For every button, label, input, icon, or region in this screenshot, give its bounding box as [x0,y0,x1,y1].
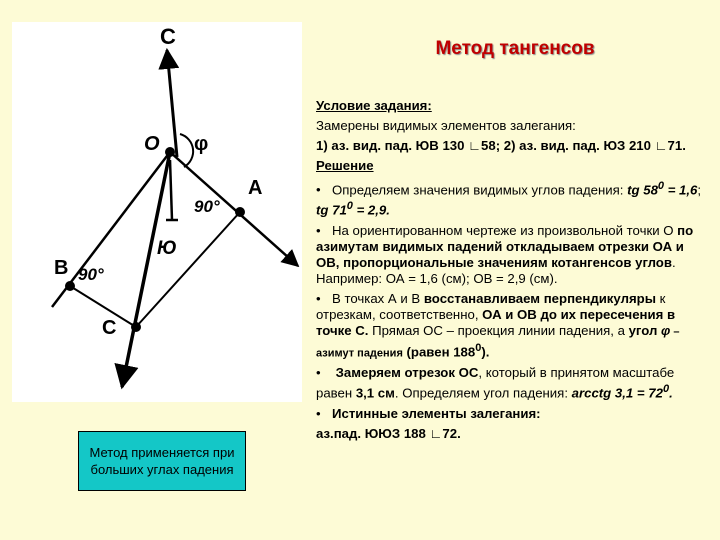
south-line [170,160,172,220]
condition-heading: Условие задания: [316,98,432,113]
diagram [12,22,302,402]
point-c-dot [131,322,141,332]
angle-phi-label: φ [194,133,209,155]
segment-oa [170,152,298,266]
result-line: аз.пад. ЮЮЗ 188 ∟72. [316,425,461,441]
perpendicular-a [136,212,240,327]
content [316,98,708,446]
point-b-label: В [54,257,69,279]
point-o-label: О [144,133,160,155]
point-c-label: С [102,317,117,339]
method-note-text: Метод применяется при больших углах падения [89,445,235,477]
right-angle-b-label: 90° [78,265,104,284]
solution-heading: Решение [316,158,374,173]
south-label: Ю [157,238,177,259]
bullet-1: • Определяем значения видимых углов падения: tg $58^0 = 1,6$; tg $71^0 = 2,9$. [316,180,702,218]
right-angle-a-label: 90° [194,197,220,216]
north-label: С [160,24,176,49]
slide-title: Метод тангенсов [435,38,595,59]
condition-line2: 1) аз. вид. пад. ЮВ 130 ∟58; 2) аз. вид. пад. ЮЗ 210 ∟71. [316,138,686,153]
north-arrow [167,50,177,157]
point-a-dot [235,207,245,217]
segment-oc [122,152,170,387]
method-note [78,431,246,491]
point-o-dot [165,147,175,157]
bullet-5: • Истинные элементы залегания: [316,405,541,421]
bullet-4: • Замеряем отрезок ОС, который в принятом масштабе равен 3,1 см. Определяем угол падения: arcctg $3,1 = 72^0$. [316,365,675,401]
condition-line1: Замерены видимых элементов залегания: [316,118,576,133]
bullet-3: • В точках А и В восстанавливаем перпендикуляры к отрезкам, соответственно, ОА и ОВ до их пересечения в точке С. Прямая ОС – проекция линии падения, а угол φ – азимут падения (равен $188^0$). [316,290,680,360]
point-b-dot [65,281,75,291]
bullet-2: • На ориентированном чертеже из произвольной точки О по азимутам видимых падений откладываем отрезки ОА и ОВ, пропорциональные значениям котангенсов углов. Например: ОА = 1,6 (см); ОВ = 2,9 (см). [316,222,694,286]
point-a-label: А [248,177,263,199]
